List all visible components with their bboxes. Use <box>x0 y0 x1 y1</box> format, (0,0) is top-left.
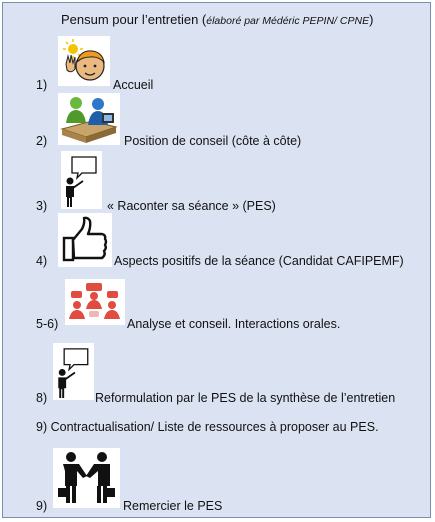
item-9-contract-text: 9) Contractualisation/ Liste de ressources à proposer au PES. <box>36 420 379 434</box>
two-people-desk-icon <box>58 93 120 145</box>
presenter-board-icon <box>53 343 94 400</box>
handshake-icon <box>53 448 120 508</box>
item-2-number: 2) <box>36 134 48 148</box>
item-5-6-text: Analyse et conseil. Interactions orales. <box>127 317 341 331</box>
pensum-card <box>2 2 431 518</box>
item-1-number: 1) <box>36 78 48 92</box>
group-conversation-icon <box>65 279 125 325</box>
waving-person-icon <box>58 36 110 86</box>
item-3-number: 3) <box>36 199 48 213</box>
item-8-number: 8) <box>36 391 48 405</box>
page-title <box>61 12 373 27</box>
item-5-6-number: 5-6) <box>36 317 59 331</box>
item-1-text: Accueil <box>113 78 154 92</box>
thumbs-up-icon <box>58 213 112 267</box>
item-4-number: 4) <box>36 254 48 268</box>
presenter-board-icon <box>61 151 102 209</box>
item-3-text: « Raconter sa séance » (PES) <box>107 199 276 213</box>
title-main: Pensum pour l’entretien ( <box>61 12 207 27</box>
item-4-text: Aspects positifs de la séance (Candidat CAFIPEMF) <box>114 254 404 268</box>
item-2-text: Position de conseil (côte à côte) <box>124 134 302 148</box>
title-credit: élaboré par Médéric PEPIN/ CPNE <box>206 15 370 27</box>
item-9-text: Remercier le PES <box>123 499 223 513</box>
title-close: ) <box>369 12 374 27</box>
item-8-text: Reformulation par le PES de la synthèse de l’entretien <box>95 391 396 405</box>
item-9-number: 9) <box>36 499 48 513</box>
